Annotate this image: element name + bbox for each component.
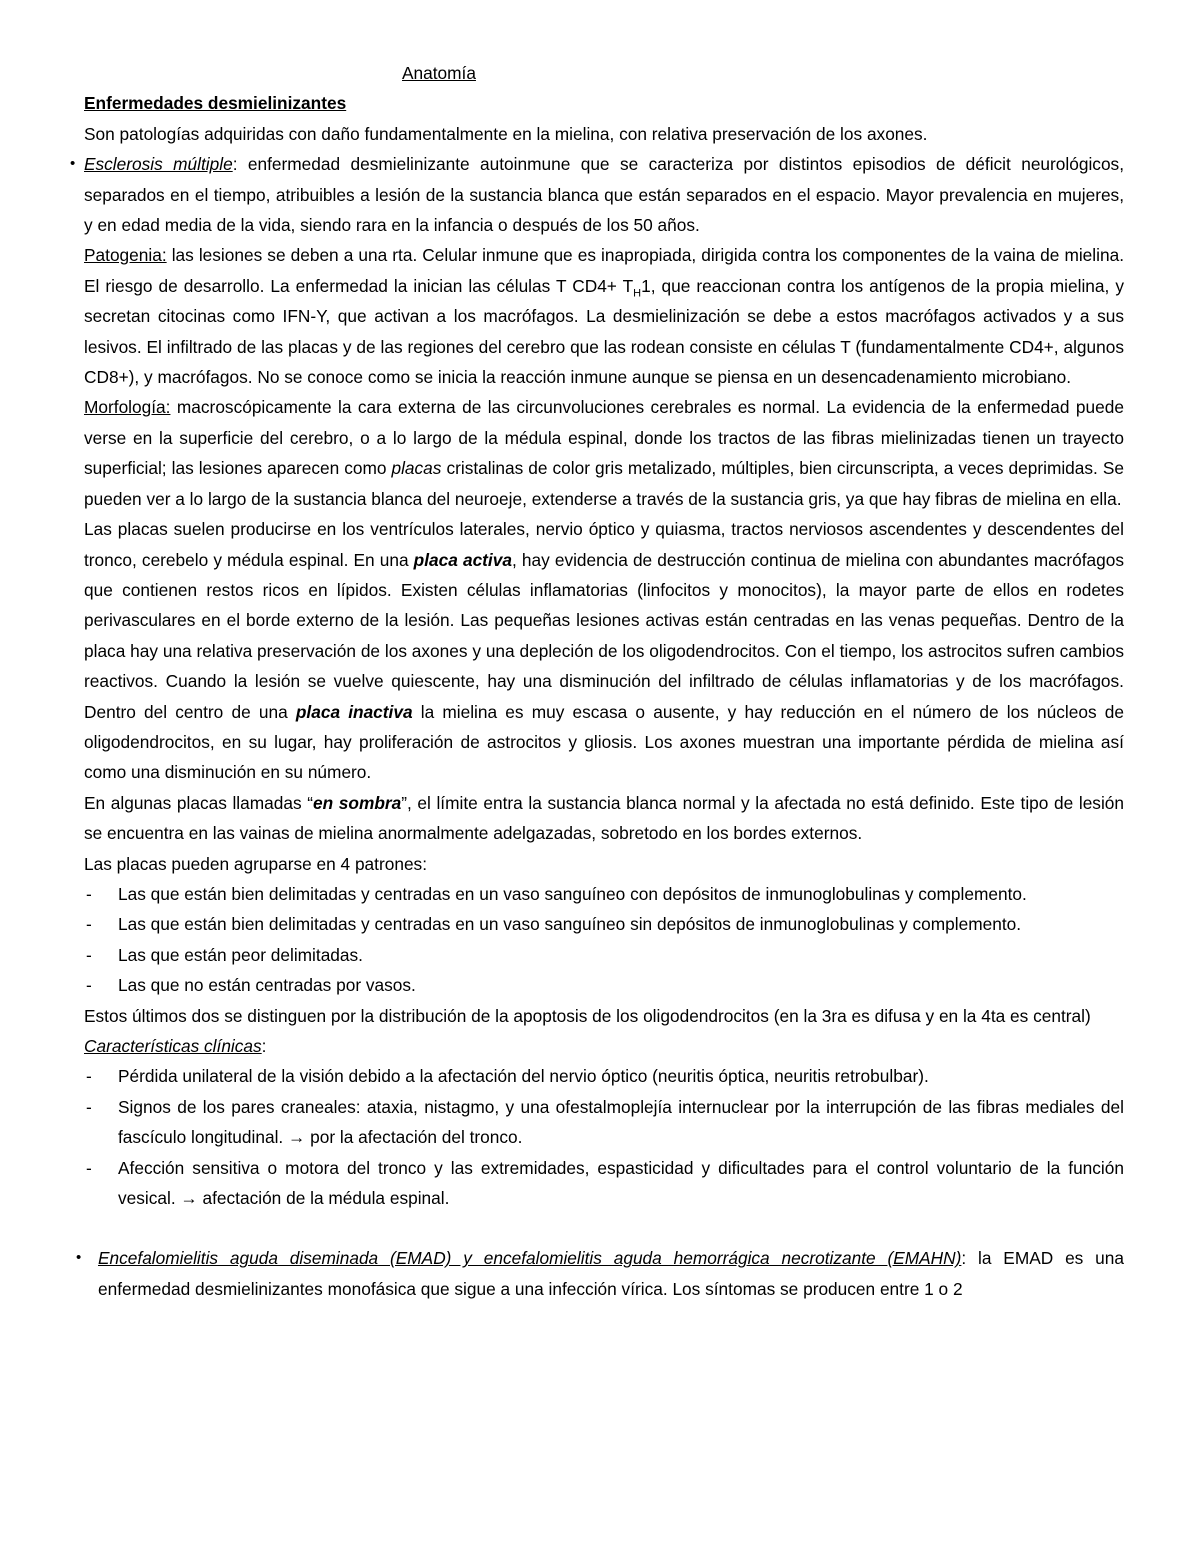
morfologia-paragraph bbox=[84, 392, 1124, 514]
dash-icon: - bbox=[86, 975, 92, 996]
em-label: Esclerosis múltiple bbox=[84, 154, 233, 175]
bullet-emad bbox=[76, 1243, 1124, 1304]
placa-activa: placa activa bbox=[413, 549, 512, 570]
dash-icon: - bbox=[86, 1066, 92, 1087]
dash-icon: - bbox=[86, 883, 92, 904]
sombra-text-a: En algunas placas llamadas “ bbox=[84, 792, 314, 813]
bullet-icon: • bbox=[76, 1249, 82, 1267]
em-paragraph bbox=[84, 149, 1124, 240]
list-item: - Las que están bien delimitadas y centradas en un vaso sanguíneo con depósitos de inmunoglobulinas y complemento. bbox=[84, 879, 1124, 909]
list-item: - Las que están peor delimitadas. bbox=[84, 940, 1124, 970]
patrones-intro: Las placas pueden agruparse en 4 patrones: bbox=[84, 853, 427, 874]
morfologia-text-a: macroscópicamente la cara externa de las circunvoluciones cerebrales es normal. La evidencia de la enfermedad puede verse en la superficie del cerebro, o a lo largo de la médula espinal, donde los tractos de las fibras mielinizadas tienen un trayecto superficial; las lesiones aparecen como bbox=[84, 397, 1124, 479]
clinicas-list bbox=[84, 1061, 1124, 1213]
patogenia-label: Patogenia: bbox=[84, 245, 167, 266]
section-heading bbox=[84, 88, 1124, 118]
emad-text: : la EMAD es una enfermedad desmielinizantes monofásica que sigue a una infección vírica. Los síntomas se producen entre 1 o 2 bbox=[98, 1248, 1124, 1299]
patogenia-paragraph bbox=[84, 240, 1124, 392]
patogenia-subscript: H bbox=[633, 287, 642, 300]
placa-inactiva: placa inactiva bbox=[295, 701, 413, 722]
list-item: - Afección sensitiva o motora del tronco y las extremidades, espasticidad y dificultades para el control voluntario de la función vesical. → afectación de la médula espinal. bbox=[84, 1153, 1124, 1214]
sombra-label: en sombra bbox=[313, 792, 402, 813]
patogenia-text-b: 1, que reaccionan contra los antígenos de la propia mielina, y secretan citocinas como IFN-Y, que activan a los macrófagos. La desmielinización se debe a estos macrófagos activados y a sus lesivos. El infiltrado de las placas y de las regiones del cerebro que las rodean consiste en células T (fundamentalmente CD4+, algunos CD8+), y macrófagos. No se conoce como se inicia la reacción inmune aunque se piensa en un desencadenamiento microbiano. bbox=[84, 275, 1124, 388]
doc-title bbox=[84, 58, 1124, 88]
placas-paragraph bbox=[84, 514, 1124, 788]
emad-paragraph bbox=[98, 1243, 1124, 1304]
placas-text-a: Las placas suelen producirse en los ventrículos laterales, nervio óptico y quiasma, tractos nerviosos ascendentes y descendentes del tronco, cerebelo y médula espinal. En una bbox=[84, 519, 1124, 570]
clinicas-label: Características clínicas bbox=[84, 1036, 262, 1056]
placas-text-c: la mielina es muy escasa o ausente, y hay reducción en el número de los núcleos de oligodendrocitos, en su lugar, hay proliferación de astrocitos y gliosis. Los axones muestran una importante pérdida de mielina así como una disminución en su número. bbox=[84, 701, 1124, 783]
patogenia-text-a: las lesiones se deben a una rta. Celular inmune que es inapropiada, dirigida contra los componentes de la vaina de mielina. El riesgo de desarrollo. La enfermedad la inician las células T CD4+ T bbox=[84, 245, 1124, 296]
dash-icon: - bbox=[86, 914, 92, 935]
placas-text-b: , hay evidencia de destrucción continua de mielina con abundantes macrófagos que contienen restos ricos en lípidos. Existen células inflamatorias (linfocitos y monocitos), la mayor parte de ellos en rodetes perivasculares en el borde externo de la lesión. Las pequeñas lesiones activas están centradas en las venas pequeñas. Dentro de la placa hay una relativa preservación de los axones y una depleción de los oligodendrocitos. Con el tiempo, los astrocitos sufren cambios reactivos. Cuando la lesión se vuelve quiescente, hay una disminución del infiltrado de células inflamatorias y de los macrófagos. Dentro del centro de una bbox=[84, 549, 1125, 722]
list-item: - Las que no están centradas por vasos. bbox=[84, 970, 1124, 1000]
emad-label: Encefalomielitis aguda diseminada (EMAD) y encefalomielitis aguda hemorrágica necrotizante (EMAHN) bbox=[98, 1248, 962, 1269]
dash-icon: - bbox=[86, 944, 92, 965]
patrones-outro: Estos últimos dos se distinguen por la distribución de la apoptosis de los oligodendrocitos (en la 3ra es difusa y en la 4ta es central) bbox=[84, 1005, 1091, 1026]
bullet-icon: • bbox=[70, 155, 76, 173]
morfologia-placas: placas bbox=[391, 458, 442, 479]
em-text: : enfermedad desmielinizante autoinmune que se caracteriza por distintos episodios de déficit neurológicos, separados en el tiempo, atribuibles a lesión de la sustancia blanca que están separados en el espacio. Mayor prevalencia en mujeres, y en edad media de la vida, siendo rara en la infancia o después de los 50 años. bbox=[84, 154, 1125, 236]
list-item: - Signos de los pares craneales: ataxia, nistagmo, y una ofestalmoplejía internuclear por la interrupción de las fibras mediales del fascículo longitudinal. → por la afectación del tronco. bbox=[84, 1092, 1124, 1153]
doc-title-text: Anatomía bbox=[402, 63, 476, 83]
sombra-paragraph bbox=[84, 788, 1124, 849]
morfologia-text-b: cristalinas de color gris metalizado, múltiples, bien circunscripta, a veces deprimidas. Se pueden ver a lo largo de la sustancia blanca del neuroeje, extenderse a través de la sustancia gris, ya que hay fibras de mielina en ella. bbox=[84, 458, 1124, 509]
clinicas-colon: : bbox=[261, 1036, 267, 1056]
bullet-esclerosis-multiple bbox=[70, 149, 1125, 1213]
list-item: - Pérdida unilateral de la visión debido a la afectación del nervio óptico (neuritis óptica, neuritis retrobulbar). bbox=[84, 1061, 1124, 1091]
dash-icon: - bbox=[86, 1157, 92, 1178]
intro-paragraph: Son patologías adquiridas con daño fundamentalmente en la mielina, con relativa preservación de los axones. bbox=[84, 123, 928, 144]
section-heading-text: Enfermedades desmielinizantes bbox=[84, 93, 347, 114]
sombra-text-b: ”, el límite entra la sustancia blanca normal y la afectada no está definido. Este tipo de lesión se encuentra en las vainas de mielina anormalmente adelgazadas, sobretodo en los bordes externos. bbox=[84, 792, 1125, 844]
list-item: - Las que están bien delimitadas y centradas en un vaso sanguíneo sin depósitos de inmunoglobulinas y complemento. bbox=[84, 909, 1124, 939]
dash-icon: - bbox=[86, 1096, 92, 1117]
patrones-list bbox=[84, 879, 1124, 1001]
clinicas-heading bbox=[84, 1031, 1124, 1061]
morfologia-label: Morfología: bbox=[84, 397, 171, 418]
spacer bbox=[84, 1213, 1124, 1243]
